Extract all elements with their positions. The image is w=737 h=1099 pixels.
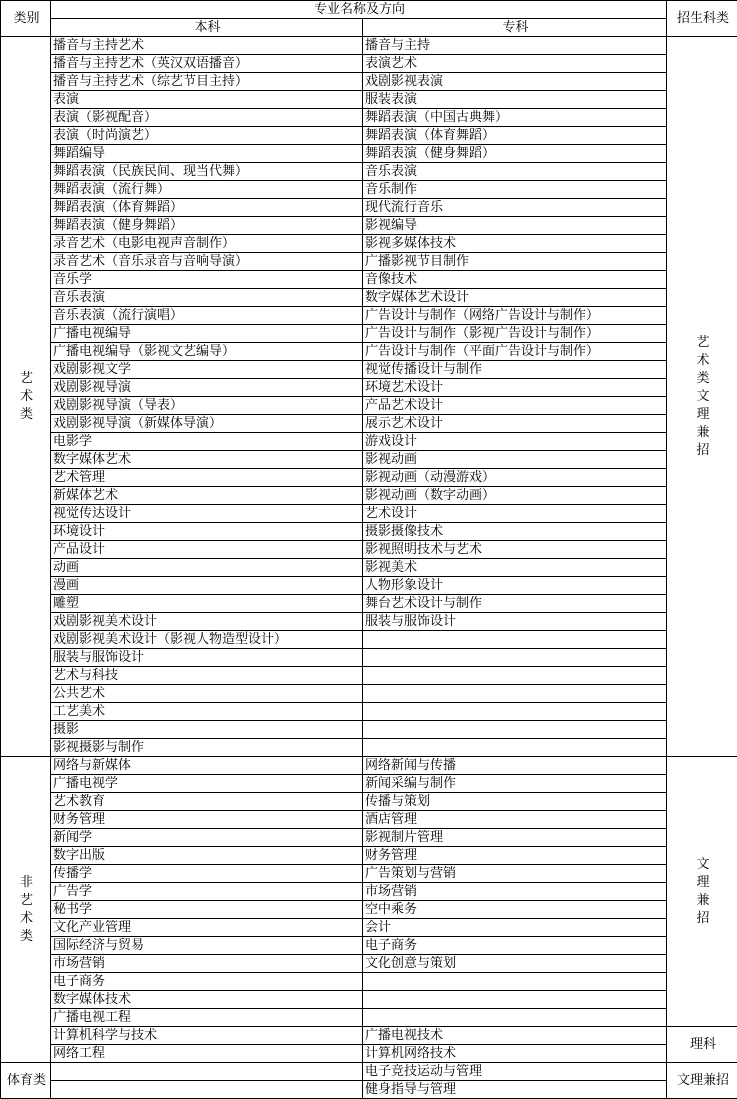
junior-major-cell: 播音与主持 — [363, 37, 667, 55]
table-row — [1, 55, 737, 73]
table-row — [1, 379, 737, 397]
table-row — [1, 595, 737, 613]
junior-major-cell: 影视制片管理 — [363, 829, 667, 847]
undergrad-major-cell: 漫画 — [51, 577, 363, 595]
junior-major-cell: 展示艺术设计 — [363, 415, 667, 433]
undergrad-major-cell: 戏剧影视文学 — [51, 361, 363, 379]
junior-major-cell: 环境艺术设计 — [363, 379, 667, 397]
junior-major-cell — [363, 667, 667, 685]
undergrad-major-cell: 播音与主持艺术 — [51, 37, 363, 55]
undergrad-major-cell: 戏剧影视美术设计 — [51, 613, 363, 631]
junior-major-cell: 市场营销 — [363, 883, 667, 901]
undergrad-major-cell: 表演（影视配音） — [51, 109, 363, 127]
undergrad-major-cell: 雕塑 — [51, 595, 363, 613]
junior-major-cell: 音乐表演 — [363, 163, 667, 181]
enroll-type-label: 理科 — [690, 1037, 717, 1052]
table-row — [1, 865, 737, 883]
table-row — [1, 793, 737, 811]
junior-major-cell: 视觉传播设计与制作 — [363, 361, 667, 379]
table-body — [1, 37, 737, 1099]
junior-major-cell: 新闻采编与制作 — [363, 775, 667, 793]
table-row — [1, 955, 737, 973]
table-row — [1, 919, 737, 937]
table-row — [1, 163, 737, 181]
enroll-type-cell — [667, 757, 737, 1027]
undergrad-major-cell: 录音艺术（音乐录音与音响导演） — [51, 253, 363, 271]
table-row — [1, 487, 737, 505]
undergrad-major-cell: 公共艺术 — [51, 685, 363, 703]
undergrad-major-cell: 戏剧影视导演 — [51, 379, 363, 397]
junior-major-cell: 影视动画（数字动画） — [363, 487, 667, 505]
junior-major-cell — [363, 631, 667, 649]
junior-major-cell: 广告策划与营销 — [363, 865, 667, 883]
undergrad-major-cell: 计算机科学与技术 — [51, 1027, 363, 1045]
table-row — [1, 631, 737, 649]
table-row — [1, 217, 737, 235]
table-row — [1, 181, 737, 199]
undergrad-major-cell: 广播电视工程 — [51, 1009, 363, 1027]
undergrad-major-cell: 舞蹈表演（体育舞蹈） — [51, 199, 363, 217]
undergrad-major-cell: 舞蹈表演（民族民间、现当代舞） — [51, 163, 363, 181]
table-row — [1, 73, 737, 91]
table-row — [1, 1045, 737, 1063]
table-row — [1, 1009, 737, 1027]
junior-major-cell: 产品艺术设计 — [363, 397, 667, 415]
header-enroll-type: 招生科类 — [667, 1, 737, 37]
undergrad-major-cell: 戏剧影视导演（新媒体导演） — [51, 415, 363, 433]
undergrad-major-cell — [51, 1063, 363, 1081]
table-row — [1, 235, 737, 253]
table-row — [1, 667, 737, 685]
junior-major-cell: 摄影摄像技术 — [363, 523, 667, 541]
junior-major-cell — [363, 703, 667, 721]
table-row — [1, 253, 737, 271]
undergrad-major-cell: 服装与服饰设计 — [51, 649, 363, 667]
junior-major-cell: 文化创意与策划 — [363, 955, 667, 973]
undergrad-major-cell: 戏剧影视美术设计（影视人物造型设计） — [51, 631, 363, 649]
junior-major-cell: 舞蹈表演（中国古典舞） — [363, 109, 667, 127]
category-label: 艺术类 — [19, 370, 33, 422]
junior-major-cell: 网络新闻与传播 — [363, 757, 667, 775]
junior-major-cell: 健身指导与管理 — [363, 1081, 667, 1099]
undergrad-major-cell: 工艺美术 — [51, 703, 363, 721]
undergrad-major-cell: 广播电视编导（影视文艺编导） — [51, 343, 363, 361]
undergrad-major-cell: 摄影 — [51, 721, 363, 739]
junior-major-cell: 影视动画 — [363, 451, 667, 469]
table-row — [1, 559, 737, 577]
table-row — [1, 721, 737, 739]
undergrad-major-cell: 传播学 — [51, 865, 363, 883]
undergrad-major-cell: 网络工程 — [51, 1045, 363, 1063]
table-row — [1, 703, 737, 721]
undergrad-major-cell: 动画 — [51, 559, 363, 577]
undergrad-major-cell: 数字出版 — [51, 847, 363, 865]
table-row — [1, 307, 737, 325]
undergrad-major-cell: 录音艺术（电影电视声音制作） — [51, 235, 363, 253]
undergrad-major-cell: 数字媒体技术 — [51, 991, 363, 1009]
table-row — [1, 91, 737, 109]
undergrad-major-cell: 数字媒体艺术 — [51, 451, 363, 469]
table-row — [1, 991, 737, 1009]
category-cell — [1, 1063, 51, 1099]
header-major-group: 专业名称及方向 — [51, 1, 667, 19]
table-row — [1, 361, 737, 379]
junior-major-cell: 音像技术 — [363, 271, 667, 289]
table-row — [1, 271, 737, 289]
table-row — [1, 523, 737, 541]
junior-major-cell — [363, 991, 667, 1009]
table-row — [1, 505, 737, 523]
table-row — [1, 883, 737, 901]
table-row — [1, 1027, 737, 1045]
table-row — [1, 685, 737, 703]
table-row — [1, 775, 737, 793]
undergrad-major-cell: 音乐学 — [51, 271, 363, 289]
enroll-type-label: 艺术类文理兼招 — [696, 334, 710, 458]
header-junior: 专科 — [363, 19, 667, 37]
junior-major-cell: 酒店管理 — [363, 811, 667, 829]
junior-major-cell: 广告设计与制作（网络广告设计与制作） — [363, 307, 667, 325]
enroll-type-cell — [667, 1063, 737, 1099]
undergrad-major-cell: 电子商务 — [51, 973, 363, 991]
header-row-1 — [1, 1, 737, 19]
undergrad-major-cell: 文化产业管理 — [51, 919, 363, 937]
undergrad-major-cell: 播音与主持艺术（英汉双语播音） — [51, 55, 363, 73]
junior-major-cell: 数字媒体艺术设计 — [363, 289, 667, 307]
junior-major-cell — [363, 721, 667, 739]
junior-major-cell: 舞台艺术设计与制作 — [363, 595, 667, 613]
table-row — [1, 199, 737, 217]
table-row — [1, 1063, 737, 1081]
table-row — [1, 145, 737, 163]
enroll-type-label: 文理兼招 — [696, 856, 710, 926]
undergrad-major-cell: 艺术管理 — [51, 469, 363, 487]
table-row — [1, 415, 737, 433]
table-row — [1, 811, 737, 829]
undergrad-major-cell: 环境设计 — [51, 523, 363, 541]
undergrad-major-cell: 音乐表演 — [51, 289, 363, 307]
undergrad-major-cell: 舞蹈表演（流行舞） — [51, 181, 363, 199]
undergrad-major-cell: 广告学 — [51, 883, 363, 901]
undergrad-major-cell: 艺术与科技 — [51, 667, 363, 685]
table-row — [1, 973, 737, 991]
junior-major-cell: 影视美术 — [363, 559, 667, 577]
junior-major-cell: 表演艺术 — [363, 55, 667, 73]
junior-major-cell: 现代流行音乐 — [363, 199, 667, 217]
junior-major-cell: 广告设计与制作（平面广告设计与制作） — [363, 343, 667, 361]
table-row — [1, 541, 737, 559]
junior-major-cell — [363, 649, 667, 667]
table-row — [1, 325, 737, 343]
undergrad-major-cell: 广播电视编导 — [51, 325, 363, 343]
undergrad-major-cell: 戏剧影视导演（导表） — [51, 397, 363, 415]
undergrad-major-cell — [51, 1081, 363, 1099]
table-row — [1, 127, 737, 145]
table-row — [1, 901, 737, 919]
undergrad-major-cell: 产品设计 — [51, 541, 363, 559]
enroll-type-label: 文理兼招 — [677, 1073, 730, 1088]
junior-major-cell: 影视编导 — [363, 217, 667, 235]
junior-major-cell: 广告设计与制作（影视广告设计与制作） — [363, 325, 667, 343]
table-row — [1, 847, 737, 865]
junior-major-cell: 人物形象设计 — [363, 577, 667, 595]
junior-major-cell: 计算机网络技术 — [363, 1045, 667, 1063]
junior-major-cell: 广播影视节目制作 — [363, 253, 667, 271]
junior-major-cell: 传播与策划 — [363, 793, 667, 811]
undergrad-major-cell: 电影学 — [51, 433, 363, 451]
undergrad-major-cell: 财务管理 — [51, 811, 363, 829]
junior-major-cell: 艺术设计 — [363, 505, 667, 523]
table-row — [1, 649, 737, 667]
undergrad-major-cell: 影视摄影与制作 — [51, 739, 363, 757]
undergrad-major-cell: 表演 — [51, 91, 363, 109]
table-row — [1, 343, 737, 361]
table-row — [1, 1081, 737, 1099]
table-row — [1, 613, 737, 631]
header-category: 类别 — [1, 1, 51, 37]
junior-major-cell — [363, 739, 667, 757]
undergrad-major-cell: 艺术教育 — [51, 793, 363, 811]
category-label: 体育类 — [6, 1073, 46, 1088]
junior-major-cell — [363, 685, 667, 703]
table-row — [1, 433, 737, 451]
table-row — [1, 829, 737, 847]
undergrad-major-cell: 广播电视学 — [51, 775, 363, 793]
header-undergrad: 本科 — [51, 19, 363, 37]
junior-major-cell: 电子竞技运动与管理 — [363, 1063, 667, 1081]
table-row — [1, 937, 737, 955]
undergrad-major-cell: 网络与新媒体 — [51, 757, 363, 775]
undergrad-major-cell: 秘书学 — [51, 901, 363, 919]
category-label: 非艺术类 — [19, 874, 33, 944]
junior-major-cell: 广播电视技术 — [363, 1027, 667, 1045]
junior-major-cell: 舞蹈表演（体育舞蹈） — [363, 127, 667, 145]
table-row — [1, 289, 737, 307]
undergrad-major-cell: 新媒体艺术 — [51, 487, 363, 505]
junior-major-cell: 音乐制作 — [363, 181, 667, 199]
table-row — [1, 739, 737, 757]
undergrad-major-cell: 音乐表演（流行演唱） — [51, 307, 363, 325]
junior-major-cell: 影视多媒体技术 — [363, 235, 667, 253]
undergrad-major-cell: 国际经济与贸易 — [51, 937, 363, 955]
junior-major-cell: 影视照明技术与艺术 — [363, 541, 667, 559]
undergrad-major-cell: 表演（时尚演艺） — [51, 127, 363, 145]
header-row-2 — [1, 19, 737, 37]
enroll-type-cell — [667, 37, 737, 757]
undergrad-major-cell: 播音与主持艺术（综艺节目主持） — [51, 73, 363, 91]
undergrad-major-cell: 市场营销 — [51, 955, 363, 973]
undergrad-major-cell: 舞蹈表演（健身舞蹈） — [51, 217, 363, 235]
enroll-type-cell — [667, 1027, 737, 1063]
table-row — [1, 577, 737, 595]
undergrad-major-cell: 舞蹈编导 — [51, 145, 363, 163]
table-row — [1, 37, 737, 55]
table-row — [1, 469, 737, 487]
table-row — [1, 397, 737, 415]
junior-major-cell: 财务管理 — [363, 847, 667, 865]
junior-major-cell — [363, 1009, 667, 1027]
category-cell — [1, 757, 51, 1063]
junior-major-cell: 舞蹈表演（健身舞蹈） — [363, 145, 667, 163]
junior-major-cell: 服装表演 — [363, 91, 667, 109]
junior-major-cell: 空中乘务 — [363, 901, 667, 919]
undergrad-major-cell: 视觉传达设计 — [51, 505, 363, 523]
junior-major-cell: 电子商务 — [363, 937, 667, 955]
junior-major-cell: 游戏设计 — [363, 433, 667, 451]
junior-major-cell: 戏剧影视表演 — [363, 73, 667, 91]
table-row — [1, 109, 737, 127]
junior-major-cell: 影视动画（动漫游戏） — [363, 469, 667, 487]
undergrad-major-cell: 新闻学 — [51, 829, 363, 847]
junior-major-cell: 会计 — [363, 919, 667, 937]
table-row — [1, 757, 737, 775]
junior-major-cell: 服装与服饰设计 — [363, 613, 667, 631]
table-row — [1, 451, 737, 469]
junior-major-cell — [363, 973, 667, 991]
category-cell — [1, 37, 51, 757]
